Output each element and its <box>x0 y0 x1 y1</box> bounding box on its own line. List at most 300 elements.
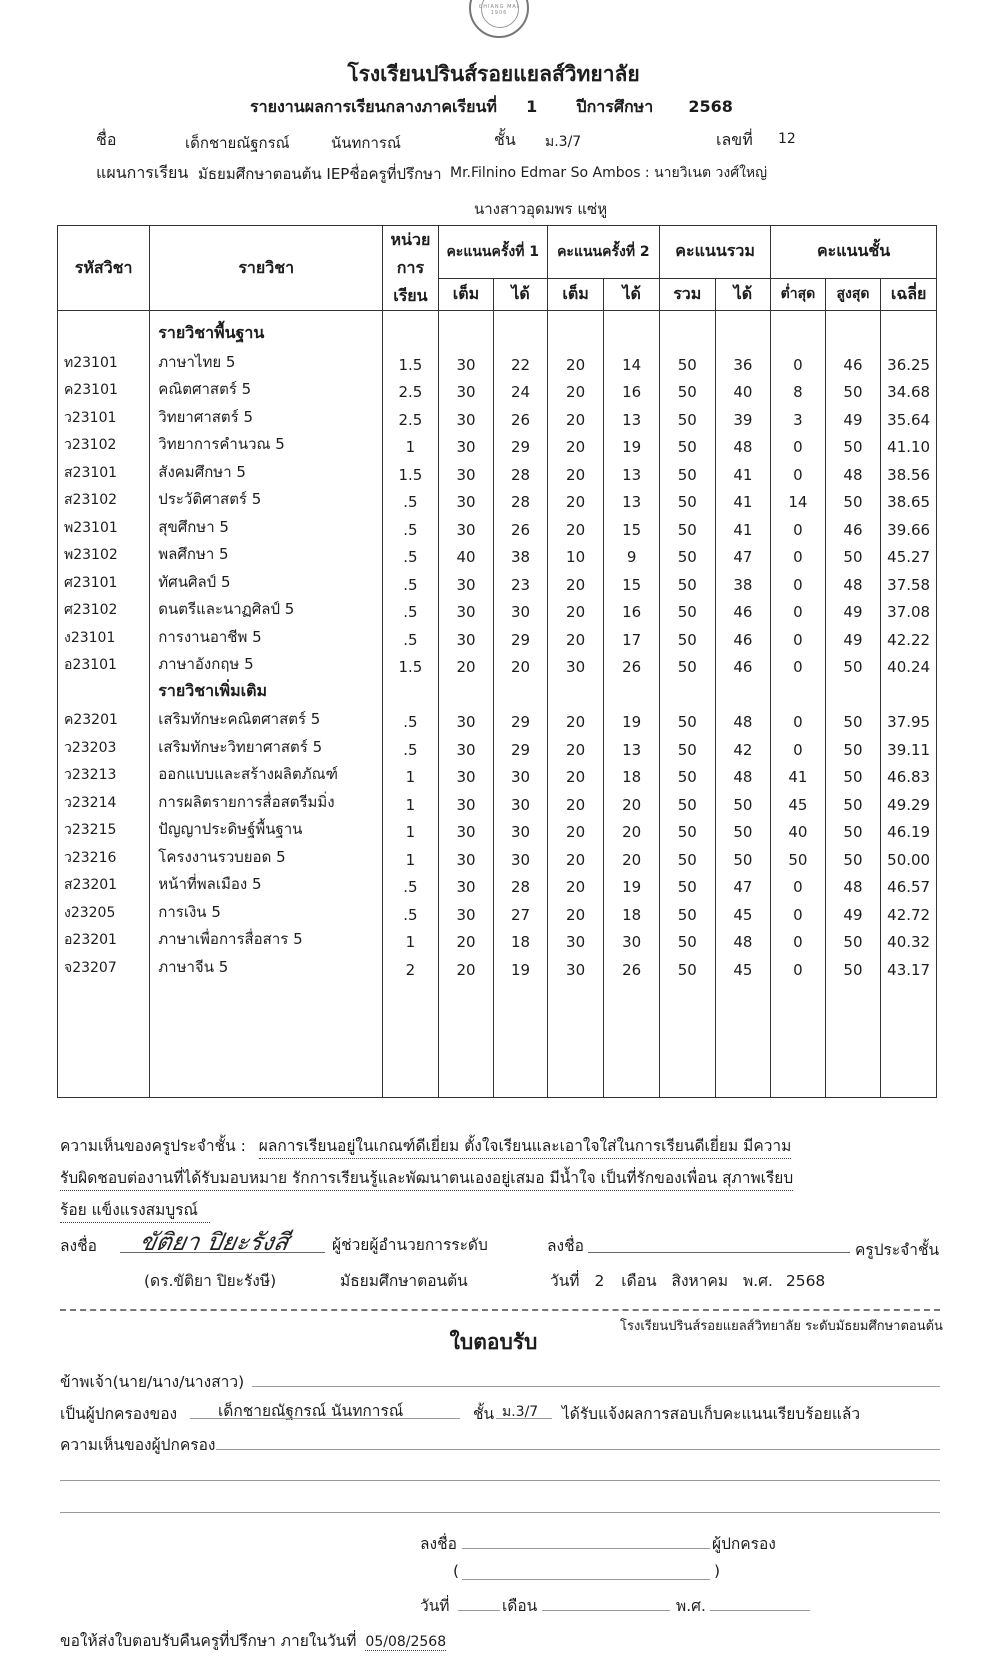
slip-paren-open: ( <box>453 1562 460 1580</box>
empty-cell <box>494 311 547 347</box>
cell-tg: 46 <box>715 621 771 649</box>
empty-cell <box>881 979 937 1098</box>
empty-cell <box>604 676 660 704</box>
class-label: ชั้น <box>494 130 516 149</box>
homeroom-teacher-title: ครูประจำชั้น <box>855 1241 940 1259</box>
header-got-1: ได้ <box>494 278 547 310</box>
slip-paren-close: ) <box>714 1562 721 1580</box>
cell-max: 50 <box>825 814 881 842</box>
cell-g2: 30 <box>604 924 660 952</box>
cell-tg: 50 <box>715 814 771 842</box>
student-first-name: เด็กชายณัฐกรณ์ <box>185 134 290 152</box>
subject-row <box>58 374 937 402</box>
cell-tf: 50 <box>659 566 715 594</box>
cell-f1: 30 <box>438 759 494 787</box>
cell-tf: 50 <box>659 841 715 869</box>
slip-return-note <box>60 1628 446 1653</box>
cell-f2: 20 <box>547 814 604 842</box>
cell-g2: 13 <box>604 731 660 759</box>
cell-max: 50 <box>825 759 881 787</box>
cell-name: การงานอาชีพ 5 <box>150 621 383 649</box>
asst-director-title: ผู้ช่วยผู้อำนวยการระดับ <box>332 1236 488 1254</box>
cell-min: 0 <box>771 924 826 952</box>
cell-max: 50 <box>825 924 881 952</box>
header-class-score: คะแนนชั้น <box>771 226 937 279</box>
cell-min: 0 <box>771 346 826 374</box>
cell-code: พ23101 <box>58 511 150 539</box>
cell-avg: 42.72 <box>881 896 937 924</box>
cell-f1: 20 <box>438 951 494 979</box>
cell-g2: 16 <box>604 374 660 402</box>
cell-code: ส23102 <box>58 484 150 512</box>
cell-max: 49 <box>825 594 881 622</box>
cell-max: 48 <box>825 869 881 897</box>
cell-avg: 34.68 <box>881 374 937 402</box>
slip-month-label: เดือน <box>502 1597 538 1615</box>
cell-f2: 20 <box>547 731 604 759</box>
cell-min: 14 <box>771 484 826 512</box>
cell-avg: 37.95 <box>881 704 937 732</box>
school-logo <box>469 0 529 38</box>
cell-f1: 30 <box>438 731 494 759</box>
cell-credit: 1 <box>383 429 439 457</box>
cell-g1: 27 <box>494 896 547 924</box>
slip-i-label: ข้าพเจ้า(นาย/นาง/นางสาว) <box>60 1373 245 1391</box>
cell-g2: 19 <box>604 869 660 897</box>
semester-number: 1 <box>526 97 538 116</box>
cell-credit: 2.5 <box>383 374 439 402</box>
cell-f1: 30 <box>438 346 494 374</box>
cell-g1: 28 <box>494 456 547 484</box>
subject-row <box>58 511 937 539</box>
date-year: 2568 <box>785 1272 826 1290</box>
empty-cell <box>604 311 660 347</box>
asst-director-level: มัธยมศึกษาตอนต้น <box>340 1272 468 1290</box>
slip-date-label: วันที่ <box>420 1597 450 1615</box>
cell-name: วิทยาศาสตร์ 5 <box>150 401 383 429</box>
cell-f2: 20 <box>547 401 604 429</box>
report-title-text: รายงานผลการเรียนกลางภาคเรียนที่ <box>250 97 497 116</box>
cell-f1: 20 <box>438 924 494 952</box>
cell-g2: 13 <box>604 401 660 429</box>
cell-f2: 30 <box>547 951 604 979</box>
slip-title: ใบตอบรับ <box>449 1330 538 1354</box>
empty-cell <box>659 311 715 347</box>
cell-g2: 18 <box>604 759 660 787</box>
cell-name: ภาษาอังกฤษ 5 <box>150 649 383 677</box>
cell-credit: .5 <box>383 539 439 567</box>
cell-min: 0 <box>771 539 826 567</box>
cell-tg: 41 <box>715 511 771 539</box>
subject-row <box>58 731 937 759</box>
cell-tf: 50 <box>659 704 715 732</box>
asst-director-name: (ดร.ขัติยา ปิยะรังษี) <box>144 1272 277 1290</box>
cell-tf: 50 <box>659 896 715 924</box>
cell-code: ว23102 <box>58 429 150 457</box>
student-last-name: นันทการณ์ <box>331 134 401 152</box>
cell-name: สังคมศึกษา 5 <box>150 456 383 484</box>
cell-g2: 15 <box>604 511 660 539</box>
cell-credit: 1.5 <box>383 346 439 374</box>
empty-cell <box>438 311 494 347</box>
slip-name-line[interactable] <box>252 1386 940 1387</box>
header-got-2: ได้ <box>604 278 660 310</box>
cell-tf: 50 <box>659 759 715 787</box>
empty-cell <box>58 311 150 347</box>
slip-class-line <box>496 1418 552 1419</box>
cell-f2: 20 <box>547 346 604 374</box>
cell-code: ว23215 <box>58 814 150 842</box>
empty-cell <box>771 311 826 347</box>
empty-cell <box>58 979 150 1098</box>
cell-code: จ23207 <box>58 951 150 979</box>
cell-max: 50 <box>825 786 881 814</box>
cell-g1: 29 <box>494 704 547 732</box>
cell-max: 48 <box>825 456 881 484</box>
subject-row <box>58 346 937 374</box>
empty-cell <box>150 979 383 1098</box>
slip-day-line[interactable] <box>458 1610 500 1611</box>
cell-credit: 1.5 <box>383 649 439 677</box>
header-credit <box>383 226 439 311</box>
cell-avg: 46.83 <box>881 759 937 787</box>
comment-line3: ร้อย แข็งแรงสมบูรณ์ <box>60 1197 210 1223</box>
cell-code: ง23101 <box>58 621 150 649</box>
cell-g2: 9 <box>604 539 660 567</box>
study-plan: มัธยมศึกษาตอนต้น IEPชื่อครูที่ปรึกษา <box>198 165 442 183</box>
empty-cell <box>881 676 937 704</box>
cell-credit: .5 <box>383 484 439 512</box>
student-number: 12 <box>778 131 796 147</box>
cell-tf: 50 <box>659 621 715 649</box>
cell-code: ว23213 <box>58 759 150 787</box>
cell-tf: 50 <box>659 951 715 979</box>
cell-g1: 24 <box>494 374 547 402</box>
slip-sign-line[interactable] <box>462 1548 710 1549</box>
number-label: เลขที่ <box>716 130 753 149</box>
subject-row <box>58 539 937 567</box>
month-label: เดือน <box>621 1272 657 1290</box>
cell-f1: 30 <box>438 456 494 484</box>
cell-max: 50 <box>825 429 881 457</box>
cell-tg: 41 <box>715 484 771 512</box>
empty-cell <box>547 676 604 704</box>
school-name: โรงเรียนปรินส์รอยแยลส์วิทยาลัย <box>347 62 640 86</box>
comment-line2: รับผิดชอบต่องานที่ได้รับมอบหมาย รักการเรียนรู้และพัฒนาตนเองอยู่เสมอ มีน้ำใจ เป็นที่รักของเพื่อน สุภาพเรียบ <box>60 1165 793 1191</box>
cell-g1: 28 <box>494 484 547 512</box>
cell-g1: 30 <box>494 759 547 787</box>
sign-label-asst: ลงชื่อ <box>60 1237 97 1255</box>
cell-tf: 50 <box>659 869 715 897</box>
cell-credit: 1 <box>383 924 439 952</box>
year-label: ปีการศึกษา <box>576 97 654 116</box>
cell-f2: 10 <box>547 539 604 567</box>
cell-f1: 30 <box>438 869 494 897</box>
cell-credit: 2 <box>383 951 439 979</box>
grades-table <box>57 225 937 1098</box>
empty-cell <box>825 979 881 1098</box>
logo-text: CHIANG MAI 1906 <box>478 4 520 16</box>
subject-row <box>58 841 937 869</box>
cell-min: 3 <box>771 401 826 429</box>
empty-cell <box>438 676 494 704</box>
cell-code: ส23201 <box>58 869 150 897</box>
cell-code: ท23101 <box>58 346 150 374</box>
cell-max: 49 <box>825 401 881 429</box>
cell-code: อ23101 <box>58 649 150 677</box>
cell-tg: 48 <box>715 924 771 952</box>
cell-f1: 30 <box>438 401 494 429</box>
cell-code: พ23102 <box>58 539 150 567</box>
subject-row <box>58 566 937 594</box>
cell-min: 8 <box>771 374 826 402</box>
empty-cell <box>494 676 547 704</box>
cell-g2: 13 <box>604 484 660 512</box>
cell-avg: 42.22 <box>881 621 937 649</box>
cell-tg: 45 <box>715 896 771 924</box>
table-filler-row <box>58 979 937 1098</box>
cell-tg: 50 <box>715 786 771 814</box>
cell-name: พลศึกษา 5 <box>150 539 383 567</box>
slip-printed-name-line[interactable] <box>462 1579 710 1580</box>
subject-row <box>58 401 937 429</box>
subject-row <box>58 896 937 924</box>
cell-min: 50 <box>771 841 826 869</box>
cell-f2: 20 <box>547 869 604 897</box>
cell-f2: 20 <box>547 511 604 539</box>
group-header-row <box>58 676 937 704</box>
cell-f1: 30 <box>438 814 494 842</box>
cell-name: วิทยาการคำนวณ 5 <box>150 429 383 457</box>
cell-tf: 50 <box>659 374 715 402</box>
cell-avg: 35.64 <box>881 401 937 429</box>
cell-code: ศ23102 <box>58 594 150 622</box>
subject-row <box>58 704 937 732</box>
subject-row <box>58 759 937 787</box>
cell-tg: 48 <box>715 429 771 457</box>
cell-avg: 40.32 <box>881 924 937 952</box>
cell-name: โครงงานรวบยอด 5 <box>150 841 383 869</box>
cell-tg: 45 <box>715 951 771 979</box>
cell-tf: 50 <box>659 484 715 512</box>
cell-name: การเงิน 5 <box>150 896 383 924</box>
cell-tf: 50 <box>659 594 715 622</box>
slip-opinion-line1[interactable] <box>216 1449 940 1450</box>
subject-row <box>58 621 937 649</box>
empty-cell <box>547 311 604 347</box>
cell-credit: 1.5 <box>383 456 439 484</box>
cell-max: 48 <box>825 566 881 594</box>
cell-max: 46 <box>825 346 881 374</box>
cell-credit: .5 <box>383 731 439 759</box>
cell-f1: 30 <box>438 511 494 539</box>
cell-tf: 50 <box>659 429 715 457</box>
header-credit-line2: การ <box>396 258 425 277</box>
subject-row <box>58 869 937 897</box>
slip-year-line[interactable] <box>710 1610 810 1611</box>
student-class: ม.3/7 <box>545 134 582 150</box>
cell-f1: 30 <box>438 621 494 649</box>
cell-min: 0 <box>771 951 826 979</box>
subject-row <box>58 649 937 677</box>
cell-f2: 20 <box>547 841 604 869</box>
slip-received: ได้รับแจ้งผลการสอบเก็บคะแนนเรียบร้อยแล้ว <box>562 1405 861 1423</box>
return-note-text: ขอให้ส่งใบตอบรับคืนครูที่ปรึกษา ภายในวันที่ <box>60 1632 357 1650</box>
cell-g1: 22 <box>494 346 547 374</box>
cell-min: 0 <box>771 704 826 732</box>
cell-tf: 50 <box>659 539 715 567</box>
cell-g1: 29 <box>494 731 547 759</box>
header-avg: เฉลี่ย <box>881 278 937 310</box>
cell-f2: 20 <box>547 704 604 732</box>
cell-name: ภาษาไทย 5 <box>150 346 383 374</box>
cell-f2: 20 <box>547 896 604 924</box>
slip-student-line <box>190 1418 460 1419</box>
cell-g1: 29 <box>494 621 547 649</box>
teacher-comment <box>60 1133 791 1159</box>
empty-cell <box>547 979 604 1098</box>
asst-director-signature: ขัติยา ปิยะรังสี <box>137 1228 291 1256</box>
cell-credit: 1 <box>383 786 439 814</box>
cell-credit: .5 <box>383 566 439 594</box>
header-test2: คะแนนครั้งที่ 2 <box>547 226 659 279</box>
slip-opinion-line2[interactable] <box>60 1480 940 1481</box>
slip-sign-label: ลงชื่อ <box>420 1535 457 1553</box>
cell-g2: 20 <box>604 786 660 814</box>
slip-opinion-line3[interactable] <box>60 1512 940 1513</box>
sign-line-teacher <box>588 1252 850 1253</box>
cell-f2: 20 <box>547 374 604 402</box>
cell-credit: .5 <box>383 896 439 924</box>
cell-g1: 30 <box>494 841 547 869</box>
slip-year-label: พ.ศ. <box>676 1597 706 1615</box>
cell-name: หน้าที่พลเมือง 5 <box>150 869 383 897</box>
cell-g1: 30 <box>494 814 547 842</box>
subject-row <box>58 924 937 952</box>
empty-cell <box>771 979 826 1098</box>
cell-avg: 40.24 <box>881 649 937 677</box>
cell-min: 0 <box>771 456 826 484</box>
cell-max: 50 <box>825 951 881 979</box>
cell-f2: 20 <box>547 484 604 512</box>
cell-max: 50 <box>825 731 881 759</box>
cell-g1: 19 <box>494 951 547 979</box>
advisor-second: นางสาวอุดมพร แซ่หู <box>474 200 608 218</box>
cell-min: 0 <box>771 594 826 622</box>
cell-tf: 50 <box>659 786 715 814</box>
subject-row <box>58 951 937 979</box>
subject-row <box>58 786 937 814</box>
cell-max: 50 <box>825 484 881 512</box>
cut-line <box>60 1309 940 1311</box>
cell-name: ปัญญาประดิษฐ์พื้นฐาน <box>150 814 383 842</box>
cell-min: 0 <box>771 429 826 457</box>
cell-tf: 50 <box>659 346 715 374</box>
comment-label: ความเห็นของครูประจำชั้น : <box>60 1137 246 1155</box>
cell-credit: 1 <box>383 814 439 842</box>
cell-tg: 38 <box>715 566 771 594</box>
cell-g2: 20 <box>604 841 660 869</box>
cell-credit: .5 <box>383 621 439 649</box>
cell-f1: 30 <box>438 429 494 457</box>
date-day: 2 <box>594 1272 605 1290</box>
cell-tg: 48 <box>715 704 771 732</box>
cell-credit: .5 <box>383 704 439 732</box>
empty-cell <box>659 676 715 704</box>
header-subject: รายวิชา <box>150 226 383 311</box>
cell-code: ค23201 <box>58 704 150 732</box>
cell-avg: 46.57 <box>881 869 937 897</box>
cell-min: 40 <box>771 814 826 842</box>
header-code: รหัสวิชา <box>58 226 150 311</box>
cell-max: 49 <box>825 896 881 924</box>
slip-class-label: ชั้น <box>473 1405 495 1423</box>
cell-g1: 30 <box>494 594 547 622</box>
cell-name: การผลิตรายการสื่อสตรีมมิ่ง <box>150 786 383 814</box>
cell-tg: 47 <box>715 869 771 897</box>
cell-g1: 23 <box>494 566 547 594</box>
cell-g2: 19 <box>604 704 660 732</box>
grades-body <box>58 311 937 1098</box>
cell-f1: 30 <box>438 841 494 869</box>
cell-avg: 39.66 <box>881 511 937 539</box>
cell-g1: 20 <box>494 649 547 677</box>
cell-max: 50 <box>825 374 881 402</box>
cell-f2: 20 <box>547 566 604 594</box>
slip-opinion-label: ความเห็นของผู้ปกครอง <box>60 1436 216 1454</box>
subject-row <box>58 484 937 512</box>
cell-max: 46 <box>825 511 881 539</box>
header-got-total: ได้ <box>715 278 771 310</box>
plan-label: แผนการเรียน <box>96 163 189 182</box>
cell-min: 0 <box>771 566 826 594</box>
cell-avg: 49.29 <box>881 786 937 814</box>
slip-student-name: เด็กชายณัฐกรณ์ นันทการณ์ <box>218 1402 404 1420</box>
empty-cell <box>383 979 439 1098</box>
cell-avg: 37.58 <box>881 566 937 594</box>
cell-name: ประวัติศาสตร์ 5 <box>150 484 383 512</box>
subject-row <box>58 814 937 842</box>
cell-min: 0 <box>771 869 826 897</box>
slip-month-line[interactable] <box>542 1610 670 1611</box>
cell-tf: 50 <box>659 649 715 677</box>
cell-max: 50 <box>825 704 881 732</box>
cell-max: 50 <box>825 649 881 677</box>
cell-min: 0 <box>771 511 826 539</box>
empty-cell <box>881 311 937 347</box>
cell-credit: 1 <box>383 759 439 787</box>
cell-f2: 20 <box>547 456 604 484</box>
cell-name: ออกแบบและสร้างผลิตภัณฑ์ <box>150 759 383 787</box>
cell-g2: 26 <box>604 649 660 677</box>
cell-tg: 50 <box>715 841 771 869</box>
header-max: สูงสุด <box>825 278 881 310</box>
cell-f1: 30 <box>438 594 494 622</box>
academic-year: 2568 <box>688 97 733 116</box>
cell-name: เสริมทักษะวิทยาศาสตร์ 5 <box>150 731 383 759</box>
cell-f1: 20 <box>438 649 494 677</box>
empty-cell <box>604 979 660 1098</box>
cell-code: ส23101 <box>58 456 150 484</box>
cell-g2: 19 <box>604 429 660 457</box>
cell-g2: 18 <box>604 896 660 924</box>
slip-parent-title: ผู้ปกครอง <box>712 1535 776 1553</box>
header-credit-line1: หน่วย <box>390 230 431 249</box>
cell-g1: 29 <box>494 429 547 457</box>
year-label-sign: พ.ศ. <box>742 1272 773 1290</box>
cell-tg: 46 <box>715 649 771 677</box>
comment-line1: ผลการเรียนอยู่ในเกณฑ์ดีเยี่ยม ตั้งใจเรียนและเอาใจใส่ในการเรียนดีเยี่ยม มีความ <box>259 1133 792 1159</box>
